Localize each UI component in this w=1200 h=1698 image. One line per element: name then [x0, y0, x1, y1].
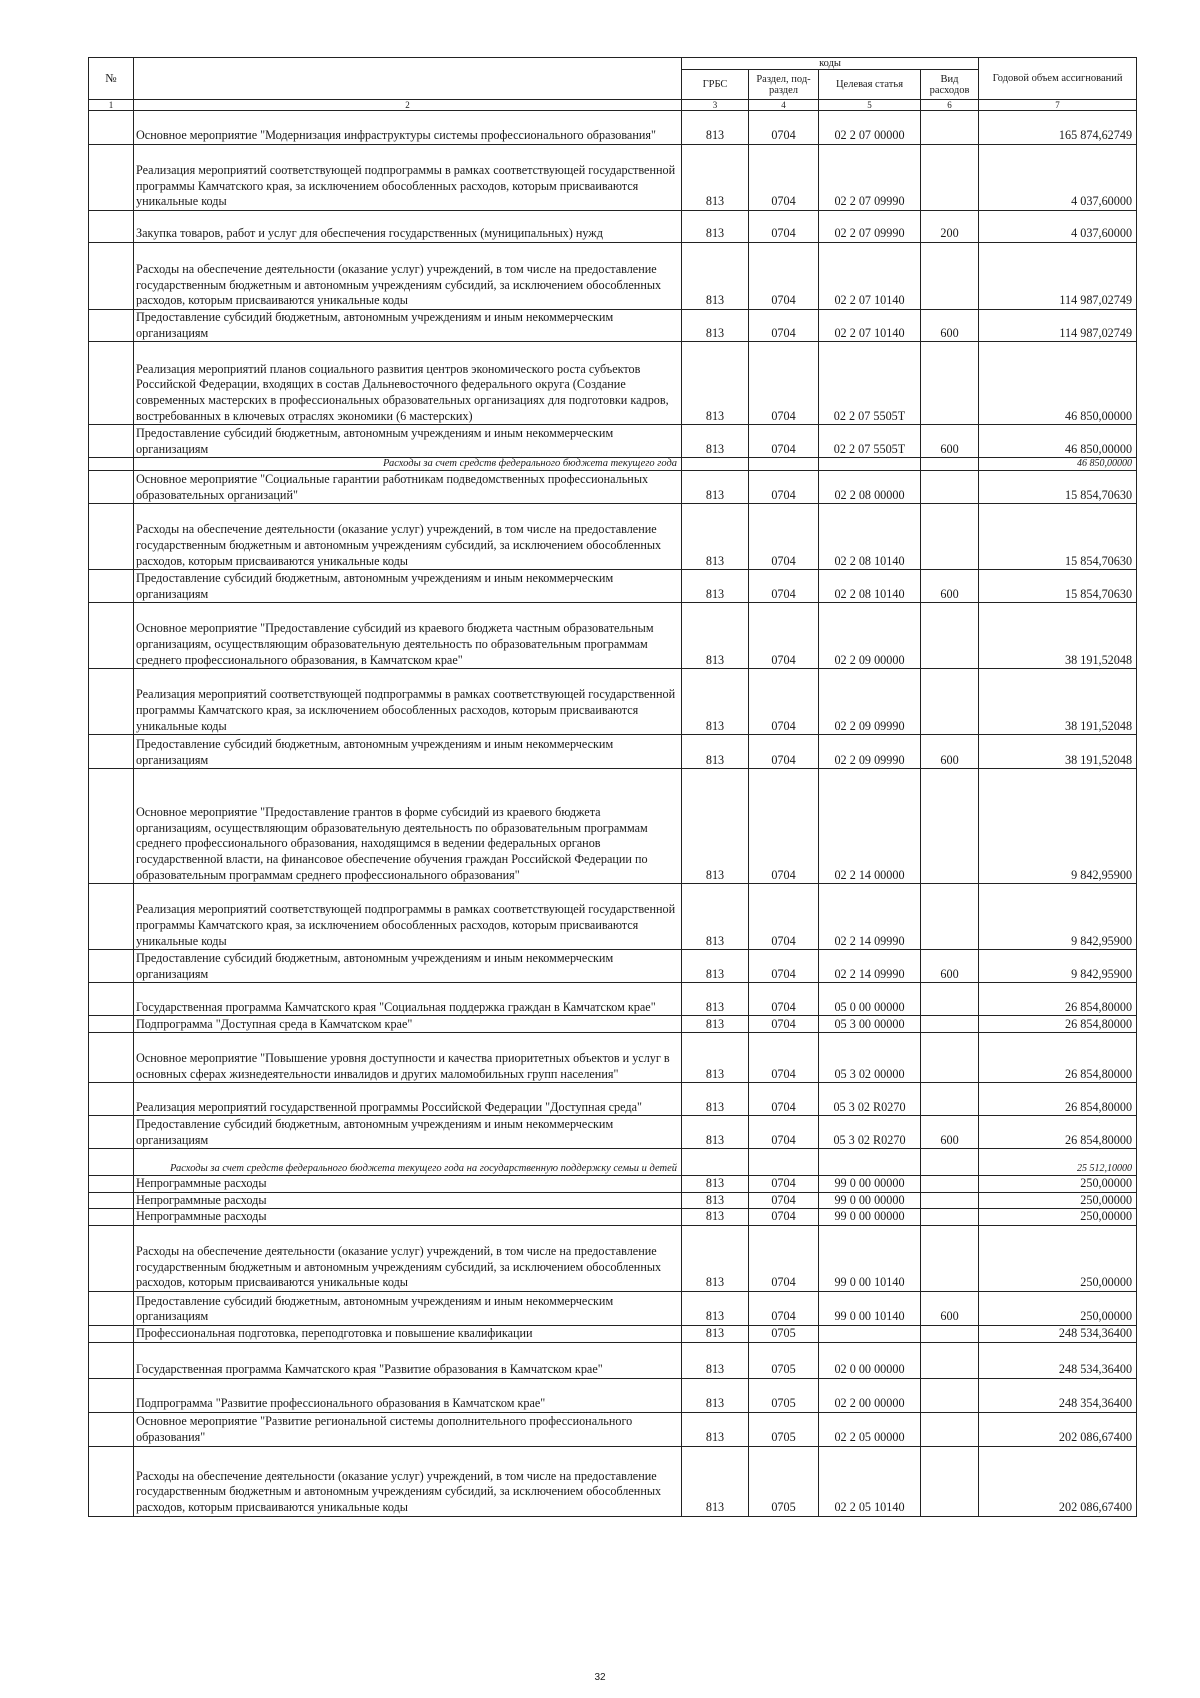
row-target-article: 02 2 14 09990: [819, 884, 921, 950]
table-row: [89, 1291, 1137, 1325]
row-amount: 46 850,00000: [979, 425, 1137, 458]
row-section: 0704: [749, 1176, 819, 1193]
row-section: 0704: [749, 342, 819, 425]
table-row: [89, 342, 1137, 425]
row-amount: 4 037,60000: [979, 145, 1137, 211]
row-grbs: 813: [682, 1446, 749, 1516]
header-grbs: ГРБС: [682, 70, 749, 100]
row-section: 0704: [749, 111, 819, 145]
row-expense-kind: [921, 342, 979, 425]
row-expense-kind: [921, 1033, 979, 1083]
row-target-article: 02 2 14 09990: [819, 950, 921, 983]
table-row: [89, 950, 1137, 983]
row-description: Расходы на обеспечение деятельности (оказание услуг) учреждений, в том числе на предоставление государственным бюджетным и автономным учреждениям субсидий, за исключением обособленных расходов, которым присваиваются уникальные коды: [134, 504, 682, 570]
row-index: [89, 603, 134, 669]
table-row: [89, 1192, 1137, 1209]
row-section: 0704: [749, 1016, 819, 1033]
row-expense-kind: [921, 1176, 979, 1193]
row-amount: 25 512,10000: [979, 1149, 1137, 1176]
table-row: [89, 1325, 1137, 1342]
row-grbs: 813: [682, 111, 749, 145]
row-section: 0704: [749, 1033, 819, 1083]
row-target-article: 99 0 00 10140: [819, 1291, 921, 1325]
row-section: 0704: [749, 570, 819, 603]
budget-table-page: [88, 57, 1136, 1517]
row-expense-kind: [921, 1342, 979, 1378]
table-row: [89, 669, 1137, 735]
row-target-article: 02 2 14 00000: [819, 769, 921, 884]
row-description: Реализация мероприятий соответствующей подпрограммы в рамках соответствующей государственной программы Камчатского края, за исключением обособленных расходов, которым присваиваются уникальные коды: [134, 669, 682, 735]
row-index: [89, 950, 134, 983]
row-description: Основное мероприятие "Предоставление субсидий из краевого бюджета частным образовательным организациям, осуществляющим образовательную деятельность по образовательным программам среднего профессионального образования, в Камчатском крае": [134, 603, 682, 669]
column-number: 7: [979, 100, 1137, 111]
table-row: [89, 884, 1137, 950]
row-index: [89, 1291, 134, 1325]
row-description: Расходы за счет средств федерального бюджета текущего года на государственную поддержку семьи и детей: [134, 1149, 682, 1176]
row-section: 0704: [749, 1209, 819, 1226]
row-description: Предоставление субсидий бюджетным, автономным учреждениям и иным некоммерческим организациям: [134, 1116, 682, 1149]
header-description: [134, 58, 682, 100]
row-amount: 248 534,36400: [979, 1342, 1137, 1378]
row-description: Расходы на обеспечение деятельности (оказание услуг) учреждений, в том числе на предоставление государственным бюджетным и автономным учреждениям субсидий, за исключением обособленных расходов, которым присваиваются уникальные коды: [134, 1225, 682, 1291]
row-index: [89, 669, 134, 735]
row-expense-kind: [921, 1016, 979, 1033]
row-section: 0704: [749, 1116, 819, 1149]
row-grbs: [682, 1149, 749, 1176]
table-row: [89, 1412, 1137, 1446]
column-number: 6: [921, 100, 979, 111]
row-section: 0705: [749, 1342, 819, 1378]
header-target-article: Целевая статья: [819, 70, 921, 100]
column-number: 2: [134, 100, 682, 111]
row-amount: 26 854,80000: [979, 1083, 1137, 1116]
row-index: [89, 1016, 134, 1033]
row-amount: 250,00000: [979, 1225, 1137, 1291]
row-target-article: [819, 1325, 921, 1342]
row-target-article: 02 0 00 00000: [819, 1342, 921, 1378]
row-amount: 250,00000: [979, 1176, 1137, 1193]
row-index: [89, 243, 134, 310]
table-row: [89, 471, 1137, 504]
row-amount: 9 842,95900: [979, 769, 1137, 884]
page-number: 32: [594, 1672, 606, 1683]
row-description: Реализация мероприятий соответствующей подпрограммы в рамках соответствующей государственной программы Камчатского края, за исключением обособленных расходов, которым присваиваются уникальные коды: [134, 884, 682, 950]
row-grbs: 813: [682, 1192, 749, 1209]
row-description: Подпрограмма "Развитие профессионального образования в Камчатском крае": [134, 1378, 682, 1412]
row-grbs: 813: [682, 310, 749, 342]
row-index: [89, 1342, 134, 1378]
row-amount: 26 854,80000: [979, 1116, 1137, 1149]
row-amount: 15 854,70630: [979, 504, 1137, 570]
row-expense-kind: [921, 884, 979, 950]
row-expense-kind: [921, 1192, 979, 1209]
row-grbs: 813: [682, 570, 749, 603]
row-expense-kind: 600: [921, 310, 979, 342]
row-target-article: 02 2 08 10140: [819, 504, 921, 570]
column-number: 1: [89, 100, 134, 111]
row-description: Предоставление субсидий бюджетным, автономным учреждениям и иным некоммерческим организациям: [134, 735, 682, 769]
row-expense-kind: [921, 669, 979, 735]
row-expense-kind: 200: [921, 211, 979, 243]
row-grbs: 813: [682, 1016, 749, 1033]
row-expense-kind: [921, 243, 979, 310]
row-amount: 46 850,00000: [979, 458, 1137, 471]
row-target-article: 02 2 05 00000: [819, 1412, 921, 1446]
row-expense-kind: 600: [921, 1116, 979, 1149]
row-grbs: 813: [682, 669, 749, 735]
header-annual-volume: Годовой объем ассигнований: [979, 58, 1137, 100]
header-section: Раздел, под-раздел: [749, 70, 819, 100]
row-section: 0704: [749, 310, 819, 342]
row-section: 0704: [749, 735, 819, 769]
table-row: [89, 1033, 1137, 1083]
row-amount: 165 874,62749: [979, 111, 1137, 145]
row-grbs: 813: [682, 950, 749, 983]
row-grbs: 813: [682, 1225, 749, 1291]
row-target-article: 05 3 02 00000: [819, 1033, 921, 1083]
row-grbs: 813: [682, 769, 749, 884]
header-codes: коды: [682, 58, 979, 70]
row-section: 0704: [749, 145, 819, 211]
row-target-article: 99 0 00 00000: [819, 1192, 921, 1209]
row-description: Расходы на обеспечение деятельности (оказание услуг) учреждений, в том числе на предоставление государственным бюджетным и автономным учреждениям субсидий, за исключением обособленных расходов, которым присваиваются уникальные коды: [134, 1446, 682, 1516]
table-row: [89, 211, 1137, 243]
row-description: Расходы за счет средств федерального бюджета текущего года: [134, 458, 682, 471]
row-index: [89, 1378, 134, 1412]
row-index: [89, 1176, 134, 1193]
table-row: [89, 570, 1137, 603]
row-target-article: 02 2 05 10140: [819, 1446, 921, 1516]
row-amount: 15 854,70630: [979, 570, 1137, 603]
row-amount: 250,00000: [979, 1291, 1137, 1325]
table-body: [89, 111, 1137, 1517]
row-expense-kind: [921, 1225, 979, 1291]
row-index: [89, 1225, 134, 1291]
row-description: Расходы на обеспечение деятельности (оказание услуг) учреждений, в том числе на предоставление государственным бюджетным и автономным учреждениям субсидий, за исключением обособленных расходов, которым присваиваются уникальные коды: [134, 243, 682, 310]
row-index: [89, 1412, 134, 1446]
table-row: [89, 1116, 1137, 1149]
row-target-article: 02 2 07 09990: [819, 211, 921, 243]
row-amount: 26 854,80000: [979, 1033, 1137, 1083]
row-expense-kind: [921, 1412, 979, 1446]
row-index: [89, 425, 134, 458]
table-row: [89, 425, 1137, 458]
row-index: [89, 735, 134, 769]
row-target-article: 05 0 00 00000: [819, 983, 921, 1016]
row-expense-kind: 600: [921, 425, 979, 458]
row-index: [89, 1149, 134, 1176]
row-expense-kind: [921, 1209, 979, 1226]
row-target-article: 99 0 00 10140: [819, 1225, 921, 1291]
row-grbs: 813: [682, 1176, 749, 1193]
row-index: [89, 504, 134, 570]
row-description: Непрограммные расходы: [134, 1192, 682, 1209]
row-grbs: 813: [682, 1116, 749, 1149]
row-grbs: 813: [682, 1033, 749, 1083]
row-expense-kind: [921, 458, 979, 471]
row-expense-kind: 600: [921, 735, 979, 769]
row-target-article: 02 2 07 10140: [819, 243, 921, 310]
row-section: 0704: [749, 211, 819, 243]
row-target-article: 02 2 00 00000: [819, 1378, 921, 1412]
row-target-article: [819, 458, 921, 471]
row-index: [89, 1033, 134, 1083]
row-target-article: 02 2 07 10140: [819, 310, 921, 342]
row-amount: 46 850,00000: [979, 342, 1137, 425]
row-amount: 9 842,95900: [979, 884, 1137, 950]
row-expense-kind: [921, 145, 979, 211]
row-amount: 9 842,95900: [979, 950, 1137, 983]
row-amount: 38 191,52048: [979, 735, 1137, 769]
row-expense-kind: [921, 1083, 979, 1116]
row-target-article: 02 2 09 09990: [819, 669, 921, 735]
row-section: [749, 1149, 819, 1176]
row-expense-kind: [921, 603, 979, 669]
row-index: [89, 1209, 134, 1226]
column-number: 5: [819, 100, 921, 111]
row-grbs: 813: [682, 1412, 749, 1446]
row-amount: 114 987,02749: [979, 243, 1137, 310]
row-section: 0704: [749, 1225, 819, 1291]
row-amount: 202 086,67400: [979, 1412, 1137, 1446]
row-section: 0704: [749, 504, 819, 570]
row-expense-kind: [921, 504, 979, 570]
table-row: [89, 111, 1137, 145]
row-target-article: 02 2 08 10140: [819, 570, 921, 603]
table-row: [89, 1016, 1137, 1033]
table-row: [89, 310, 1137, 342]
row-grbs: 813: [682, 342, 749, 425]
row-grbs: 813: [682, 211, 749, 243]
row-amount: 248 534,36400: [979, 1325, 1137, 1342]
row-grbs: 813: [682, 603, 749, 669]
header-expense-kind: Вид расходов: [921, 70, 979, 100]
row-expense-kind: [921, 1149, 979, 1176]
row-section: 0704: [749, 950, 819, 983]
row-section: 0704: [749, 769, 819, 884]
column-number: 3: [682, 100, 749, 111]
row-index: [89, 1116, 134, 1149]
row-section: 0704: [749, 243, 819, 310]
row-target-article: 02 2 07 5505Т: [819, 425, 921, 458]
table-row: [89, 1378, 1137, 1412]
appropriations-table: [88, 57, 1137, 1517]
row-grbs: 813: [682, 1209, 749, 1226]
row-grbs: 813: [682, 243, 749, 310]
table-row: [89, 603, 1137, 669]
row-index: [89, 342, 134, 425]
row-description: Реализация мероприятий соответствующей подпрограммы в рамках соответствующей государственной программы Камчатского края, за исключением обособленных расходов, которым присваиваются уникальные коды: [134, 145, 682, 211]
row-description: Основное мероприятие "Повышение уровня доступности и качества приоритетных объектов и услуг в основных сферах жизнедеятельности инвалидов и других маломобильных групп населения": [134, 1033, 682, 1083]
row-grbs: 813: [682, 1083, 749, 1116]
row-section: 0704: [749, 669, 819, 735]
row-target-article: 99 0 00 00000: [819, 1209, 921, 1226]
row-expense-kind: [921, 1378, 979, 1412]
table-row: [89, 1209, 1137, 1226]
column-number: 4: [749, 100, 819, 111]
row-description: Предоставление субсидий бюджетным, автономным учреждениям и иным некоммерческим организациям: [134, 1291, 682, 1325]
row-section: 0705: [749, 1325, 819, 1342]
table-row: [89, 1225, 1137, 1291]
row-expense-kind: [921, 1325, 979, 1342]
row-amount: 4 037,60000: [979, 211, 1137, 243]
row-grbs: 813: [682, 471, 749, 504]
row-section: 0704: [749, 983, 819, 1016]
row-grbs: 813: [682, 504, 749, 570]
row-target-article: [819, 1149, 921, 1176]
row-grbs: 813: [682, 145, 749, 211]
row-section: 0704: [749, 1291, 819, 1325]
row-amount: 202 086,67400: [979, 1446, 1137, 1516]
table-row: [89, 1176, 1137, 1193]
row-amount: 250,00000: [979, 1192, 1137, 1209]
table-row: [89, 504, 1137, 570]
row-description: Реализация мероприятий государственной программы Российской Федерации "Доступная среда": [134, 1083, 682, 1116]
row-index: [89, 1446, 134, 1516]
table-row: [89, 1342, 1137, 1378]
table-row: [89, 145, 1137, 211]
row-amount: 250,00000: [979, 1209, 1137, 1226]
row-amount: 38 191,52048: [979, 669, 1137, 735]
row-section: 0705: [749, 1412, 819, 1446]
row-grbs: 813: [682, 884, 749, 950]
row-expense-kind: 600: [921, 570, 979, 603]
row-index: [89, 310, 134, 342]
row-description: Реализация мероприятий планов социального развития центров экономического роста субъектов Российской Федерации, входящих в состав Дальневосточного федерального округа (Создание современных мастерских в профессиональных образовательных организациях для подготовки кадров, востребованных в ключевых отраслях экономики (6 мастерских): [134, 342, 682, 425]
table-row: [89, 1149, 1137, 1176]
row-expense-kind: [921, 983, 979, 1016]
row-description: Предоставление субсидий бюджетным, автономным учреждениям и иным некоммерческим организациям: [134, 570, 682, 603]
row-expense-kind: [921, 769, 979, 884]
row-description: Основное мероприятие "Модернизация инфраструктуры системы профессионального образования": [134, 111, 682, 145]
row-section: 0705: [749, 1378, 819, 1412]
row-index: [89, 471, 134, 504]
row-grbs: 813: [682, 1378, 749, 1412]
row-index: [89, 570, 134, 603]
row-description: Государственная программа Камчатского края "Социальная поддержка граждан в Камчатском крае": [134, 983, 682, 1016]
row-index: [89, 458, 134, 471]
row-target-article: 02 2 09 00000: [819, 603, 921, 669]
row-index: [89, 1083, 134, 1116]
row-grbs: 813: [682, 1342, 749, 1378]
row-description: Государственная программа Камчатского края "Развитие образования в Камчатском крае": [134, 1342, 682, 1378]
table-row: [89, 243, 1137, 310]
row-index: [89, 211, 134, 243]
row-section: 0704: [749, 603, 819, 669]
row-section: 0704: [749, 884, 819, 950]
row-description: Предоставление субсидий бюджетным, автономным учреждениям и иным некоммерческим организациям: [134, 425, 682, 458]
row-section: 0704: [749, 1192, 819, 1209]
table-row: [89, 735, 1137, 769]
row-description: Подпрограмма "Доступная среда в Камчатском крае": [134, 1016, 682, 1033]
row-target-article: 02 2 07 5505Т: [819, 342, 921, 425]
row-amount: 15 854,70630: [979, 471, 1137, 504]
table-row: [89, 983, 1137, 1016]
row-section: 0705: [749, 1446, 819, 1516]
row-grbs: 813: [682, 1291, 749, 1325]
row-expense-kind: [921, 471, 979, 504]
row-expense-kind: [921, 1446, 979, 1516]
row-amount: 26 854,80000: [979, 983, 1137, 1016]
row-section: 0704: [749, 425, 819, 458]
table-row: [89, 769, 1137, 884]
row-description: Основное мероприятие "Развитие региональной системы дополнительного профессионального образования": [134, 1412, 682, 1446]
row-description: Профессиональная подготовка, переподготовка и повышение квалификации: [134, 1325, 682, 1342]
row-description: Непрограммные расходы: [134, 1209, 682, 1226]
table-row: [89, 1083, 1137, 1116]
row-grbs: 813: [682, 1325, 749, 1342]
row-target-article: 02 2 07 09990: [819, 145, 921, 211]
row-expense-kind: [921, 111, 979, 145]
row-target-article: 02 2 07 00000: [819, 111, 921, 145]
table-row: [89, 458, 1137, 471]
row-index: [89, 1192, 134, 1209]
row-index: [89, 145, 134, 211]
row-target-article: 02 2 09 09990: [819, 735, 921, 769]
row-index: [89, 111, 134, 145]
row-description: Закупка товаров, работ и услуг для обеспечения государственных (муниципальных) нужд: [134, 211, 682, 243]
row-description: Непрограммные расходы: [134, 1176, 682, 1193]
row-target-article: 05 3 02 R0270: [819, 1116, 921, 1149]
header-number: №: [89, 58, 134, 100]
row-grbs: 813: [682, 425, 749, 458]
row-index: [89, 983, 134, 1016]
row-index: [89, 769, 134, 884]
row-index: [89, 1325, 134, 1342]
table-row: [89, 1446, 1137, 1516]
row-amount: 26 854,80000: [979, 1016, 1137, 1033]
row-grbs: [682, 458, 749, 471]
row-section: [749, 458, 819, 471]
row-description: Предоставление субсидий бюджетным, автономным учреждениям и иным некоммерческим организациям: [134, 310, 682, 342]
row-target-article: 05 3 00 00000: [819, 1016, 921, 1033]
row-description: Предоставление субсидий бюджетным, автономным учреждениям и иным некоммерческим организациям: [134, 950, 682, 983]
row-amount: 114 987,02749: [979, 310, 1137, 342]
row-amount: 38 191,52048: [979, 603, 1137, 669]
row-section: 0704: [749, 471, 819, 504]
row-target-article: 02 2 08 00000: [819, 471, 921, 504]
row-description: Основное мероприятие "Социальные гарантии работникам подведомственных профессиональных образовательных организаций": [134, 471, 682, 504]
row-grbs: 813: [682, 735, 749, 769]
row-expense-kind: 600: [921, 950, 979, 983]
row-index: [89, 884, 134, 950]
row-expense-kind: 600: [921, 1291, 979, 1325]
row-target-article: 99 0 00 00000: [819, 1176, 921, 1193]
row-amount: 248 354,36400: [979, 1378, 1137, 1412]
row-description: Основное мероприятие "Предоставление грантов в форме субсидий из краевого бюджета организациям, осуществляющим образовательную деятельность по образовательным программам среднего профессионального образования, находящимся в ведении федеральных органов государственной власти, на финансовое обеспечение обучения граждан Российской Федерации по образовательным программам среднего профессионального образования": [134, 769, 682, 884]
row-grbs: 813: [682, 983, 749, 1016]
row-target-article: 05 3 02 R0270: [819, 1083, 921, 1116]
row-section: 0704: [749, 1083, 819, 1116]
